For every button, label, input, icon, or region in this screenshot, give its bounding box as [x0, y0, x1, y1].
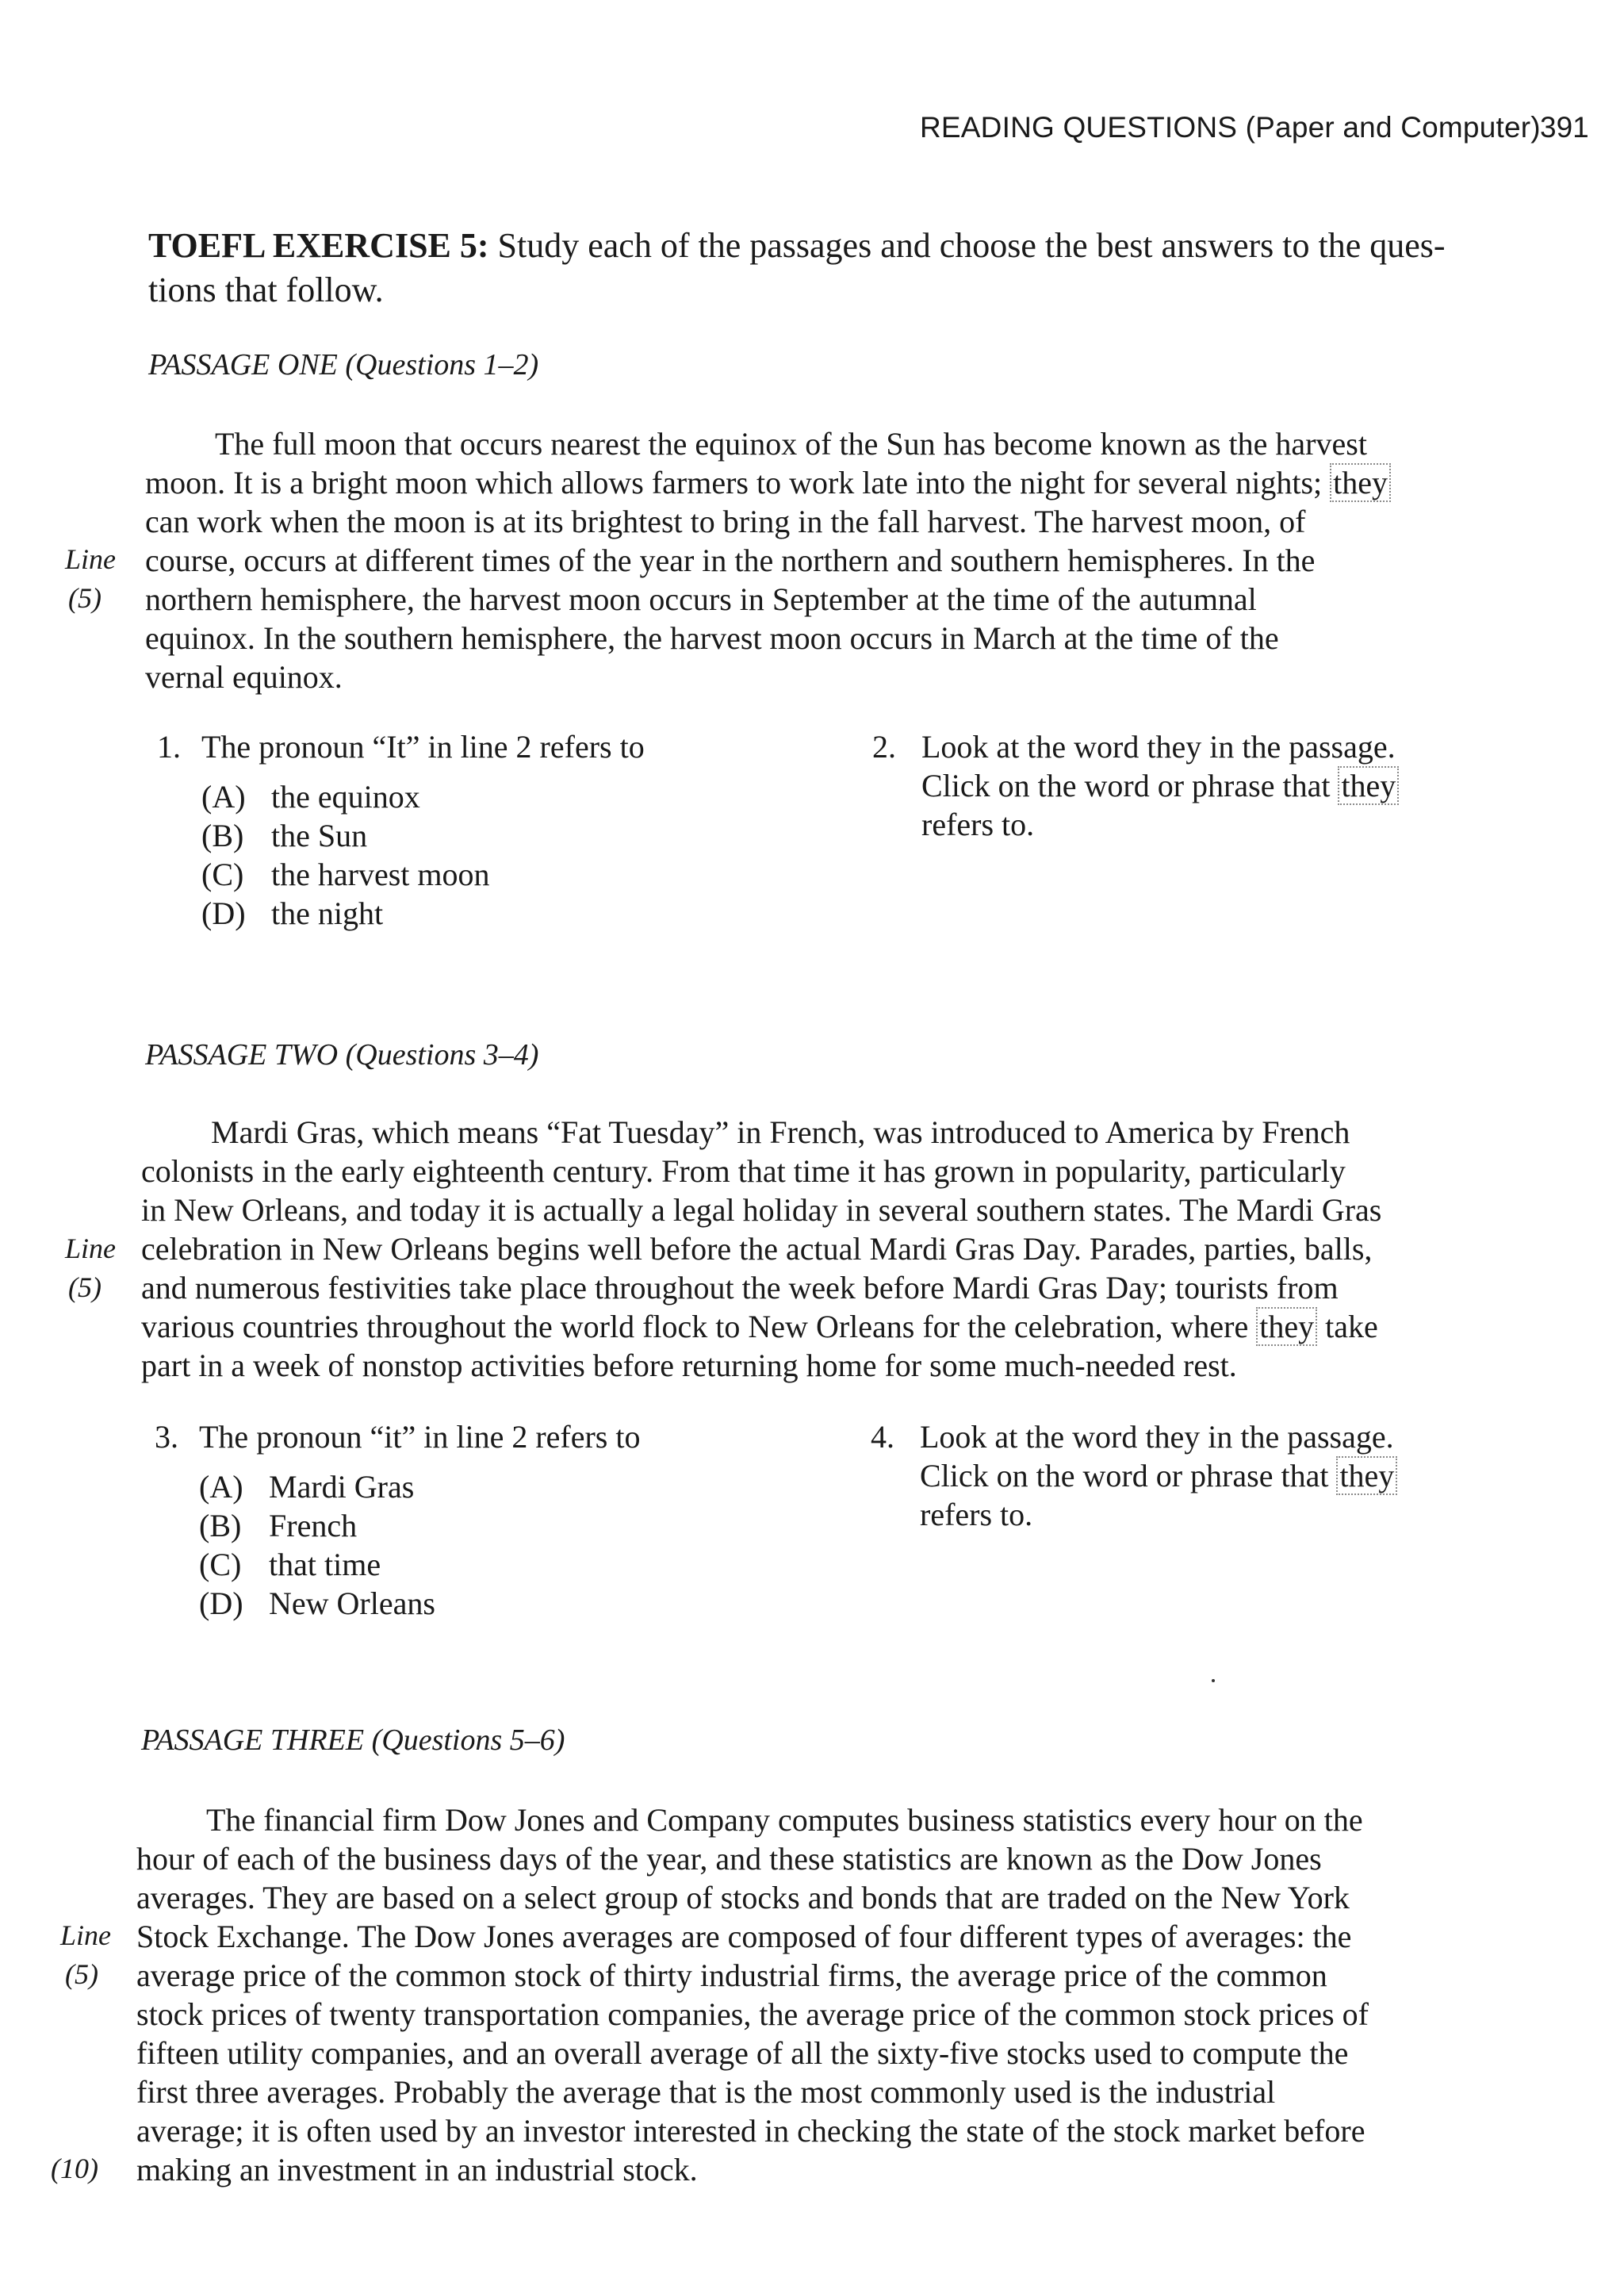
passage-line: The full moon that occurs nearest the equinox of the Sun has become known as the harvest — [215, 426, 1367, 462]
question-2 — [872, 727, 1399, 844]
boxed-word-they[interactable]: they — [1330, 463, 1391, 502]
question-stem-text: Look at the word they in the passage. — [920, 1419, 1394, 1455]
question-stem-text: The pronoun “It” in line 2 refers to — [201, 729, 645, 765]
margin-line-number: (5) — [68, 582, 102, 614]
option-letter: (B) — [201, 818, 244, 853]
passage-line: course, occurs at different times of the year in the northern and southern hemispheres. In the — [145, 543, 1316, 578]
question-stem-text: The pronoun “it” in line 2 refers to — [199, 1419, 641, 1455]
question-number: 2. — [872, 729, 896, 765]
passage-line: average; it is often used by an investor interested in checking the state of the stock market before — [136, 2113, 1365, 2149]
passage-line: celebration in New Orleans begins well before the actual Mardi Gras Day. Parades, parties, balls, — [141, 1231, 1373, 1267]
question-stem — [872, 727, 1399, 766]
option-text: the harvest moon — [271, 857, 490, 892]
passage-two-text — [141, 1113, 1568, 1385]
margin-line-label: Line — [65, 543, 117, 575]
margin-line-label: Line — [65, 1233, 117, 1264]
question-1 — [157, 727, 645, 933]
question-number: 3. — [155, 1419, 178, 1455]
option-letter: (A) — [201, 779, 246, 815]
answer-option-d[interactable] — [199, 1584, 640, 1623]
passage-three-text — [136, 1800, 1580, 2189]
passage-one-text — [145, 424, 1541, 696]
margin-line-label: Line — [60, 1919, 112, 1951]
option-text: New Orleans — [269, 1585, 435, 1621]
question-stem-line — [872, 766, 1399, 805]
question-stem-line — [871, 1456, 1397, 1495]
option-letter: (D) — [201, 895, 246, 931]
exercise-label: TOEFL EXERCISE 5: — [148, 226, 489, 265]
exercise-text-1: Study each of the passages and choose the best answers to the ques- — [497, 226, 1446, 265]
passage-line: can work when the moon is at its brightest to bring in the fall harvest. The harvest moon, of — [145, 504, 1306, 539]
passage-three-heading: PASSAGE THREE (Questions 5–6) — [141, 1723, 565, 1757]
answer-option-a[interactable] — [201, 777, 645, 816]
running-header-title: READING QUESTIONS (Paper and Computer) — [920, 111, 1541, 144]
boxed-word-they: they — [1336, 1456, 1397, 1495]
exercise-text-2: tions that follow. — [148, 270, 384, 309]
answer-option-b[interactable] — [201, 816, 645, 855]
option-letter: (B) — [199, 1508, 242, 1543]
option-letter: (D) — [199, 1585, 243, 1621]
passage-line-text: various countries throughout the world flock to New Orleans for the celebration, where — [141, 1309, 1257, 1344]
question-stem-text: refers to. — [921, 807, 1035, 842]
passage-line: averages. They are based on a select group of stocks and bonds that are traded on the New York — [136, 1880, 1350, 1915]
passage-line-text: moon. It is a bright moon which allows farmers to work late into the night for several nights; — [145, 465, 1331, 500]
question-stem-text: Click on the word or phrase that — [921, 768, 1339, 803]
passage-line: vernal equinox. — [145, 659, 343, 695]
passage-two-heading: PASSAGE TWO (Questions 3–4) — [145, 1038, 539, 1072]
boxed-word-they[interactable]: they — [1256, 1307, 1317, 1346]
option-text: the night — [271, 895, 384, 931]
boxed-word-they: they — [1338, 766, 1399, 805]
option-text: French — [269, 1508, 358, 1543]
passage-line: colonists in the early eighteenth century. From that time it has grown in popularity, particularly — [141, 1153, 1346, 1189]
passage-line: equinox. In the southern hemisphere, the harvest moon occurs in March at the time of the — [145, 620, 1279, 656]
option-letter: (C) — [201, 857, 244, 892]
passage-line: The financial firm Dow Jones and Company computes business statistics every hour on the — [206, 1802, 1363, 1838]
question-stem — [157, 727, 645, 766]
question-stem — [871, 1417, 1397, 1456]
option-text: the equinox — [271, 779, 420, 815]
passage-line: stock prices of twenty transportation companies, the average price of the common stock prices of — [136, 1996, 1369, 2032]
passage-line: in New Orleans, and today it is actually a legal holiday in several southern states. The Mardi Gras — [141, 1192, 1382, 1228]
scan-speck — [1212, 1679, 1215, 1682]
passage-line: making an investment in an industrial stock. — [136, 2152, 698, 2187]
passage-line: first three averages. Probably the average that is the most commonly used is the industrial — [136, 2074, 1276, 2110]
question-3 — [155, 1417, 640, 1623]
question-4 — [871, 1417, 1397, 1534]
passage-line: Mardi Gras, which means “Fat Tuesday” in French, was introduced to America by French — [211, 1114, 1350, 1150]
option-text: the Sun — [271, 818, 368, 853]
passage-line: Stock Exchange. The Dow Jones averages are composed of four different types of averages: the — [136, 1919, 1352, 1954]
question-number: 1. — [157, 729, 181, 765]
margin-line-number: (5) — [65, 1958, 98, 1990]
question-number: 4. — [871, 1419, 894, 1455]
answer-option-b[interactable] — [199, 1506, 640, 1545]
answer-option-a[interactable] — [199, 1467, 640, 1506]
passage-line: northern hemisphere, the harvest moon occurs in September at the time of the autumnal — [145, 581, 1257, 617]
passage-line-text: take — [1317, 1309, 1378, 1344]
option-letter: (C) — [199, 1547, 242, 1582]
margin-line-number: (10) — [51, 2153, 98, 2184]
answer-option-c[interactable] — [201, 855, 645, 894]
passage-line: hour of each of the business days of the year, and these statistics are known as the Dow Jones — [136, 1841, 1322, 1877]
option-text: that time — [269, 1547, 381, 1582]
exercise-line-1 — [148, 224, 1536, 268]
passage-line: part in a week of nonstop activities before returning home for some much-needed rest. — [141, 1348, 1237, 1383]
passage-line — [141, 1307, 1568, 1346]
passage-line: and numerous festivities take place throughout the week before Mardi Gras Day; tourists from — [141, 1270, 1339, 1306]
question-stem — [155, 1417, 640, 1456]
option-text: Mardi Gras — [269, 1469, 415, 1505]
question-stem-text: Look at the word they in the passage. — [921, 729, 1396, 765]
passage-line: average price of the common stock of thirty industrial firms, the average price of the common — [136, 1957, 1327, 1993]
passage-line — [145, 463, 1541, 502]
question-stem-text: Click on the word or phrase that — [920, 1458, 1337, 1493]
exercise-instruction — [148, 224, 1536, 312]
answer-option-d[interactable] — [201, 894, 645, 933]
margin-line-number: (5) — [68, 1271, 102, 1303]
answer-option-c[interactable] — [199, 1545, 640, 1584]
passage-one-heading: PASSAGE ONE (Questions 1–2) — [148, 348, 539, 382]
passage-line: fifteen utility companies, and an overall average of all the sixty-five stocks used to compute the — [136, 2035, 1349, 2071]
option-letter: (A) — [199, 1469, 243, 1505]
page-number: 391 — [1540, 111, 1589, 144]
question-stem-text: refers to. — [920, 1497, 1033, 1532]
